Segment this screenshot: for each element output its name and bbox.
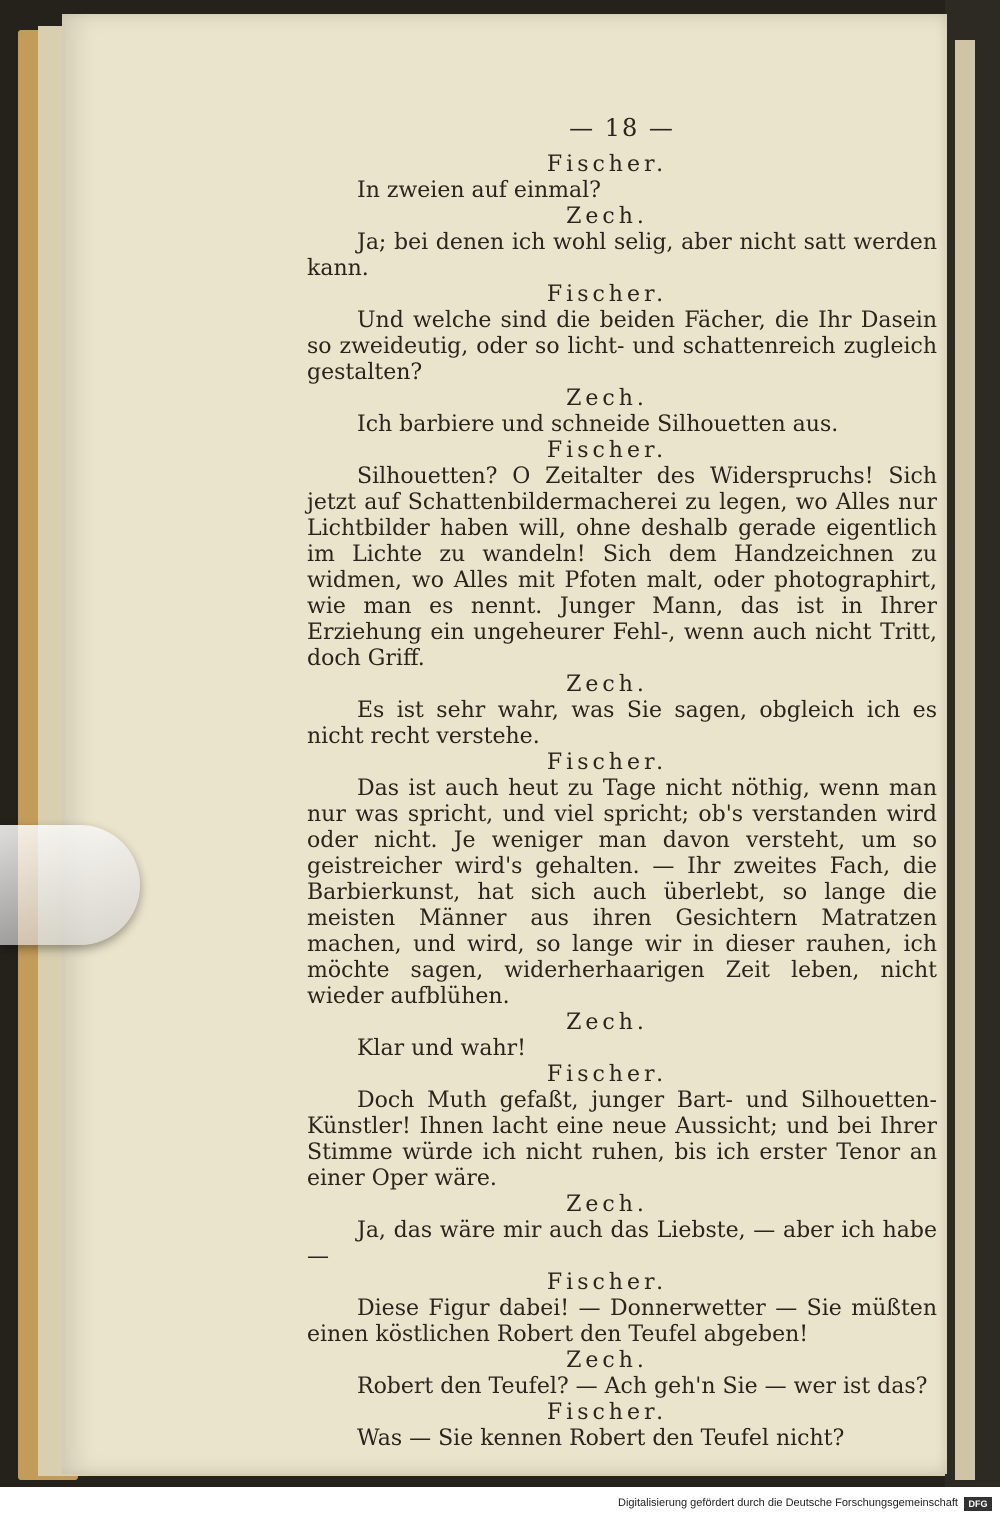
speaker-name: Fischer. (546, 438, 668, 463)
speech-text: Diese Figur dabei! — Donnerwetter — Sie müßten einen köstlichen Robert den Teufel abgeben! (307, 1296, 937, 1347)
speaker-name: Fischer. (546, 1062, 668, 1087)
bookmark-tab (0, 825, 140, 945)
speech-text: Doch Muth gefaßt, junger Bart- und Silhouetten-Künstler! Ihnen lacht eine neue Aussicht; und bei Ihrer Stimme würde ich nicht ruhen, bis ich erster Tenor an einer Oper wäre. (307, 1088, 937, 1191)
speech-text: Und welche sind die beiden Fächer, die Ihr Dasein so zweideutig, oder so licht- und schattenreich zugleich gestalten? (307, 308, 937, 385)
speaker-name: Fischer. (546, 1270, 668, 1295)
speaker-name: Zech. (566, 386, 648, 411)
speech-text: Ich barbiere und schneide Silhouetten aus. (357, 412, 839, 437)
speech-text: Was — Sie kennen Robert den Teufel nicht? (357, 1426, 845, 1451)
page-number: — 18 — (569, 114, 675, 142)
speech-text: In zweien auf einmal? (357, 178, 601, 203)
speech-text: Es ist sehr wahr, was Sie sagen, obgleich ich es nicht recht verstehe. (307, 698, 937, 749)
speech-text: Das ist auch heut zu Tage nicht nöthig, wenn man nur was spricht, und viel spricht; ob's verstanden wird oder nicht. Je weniger man davon versteht, um so geistreicher wird's gehalten. — Ihr zweites Fach, die Barbierkunst, hat sich auch überlebt, so lange die meisten Männer aus ihren Gesichtern Matratzen machen, und wird, so lange wir in dieser rauhen, ich möchte sagen, widerherhaarigen Zeit leben, nicht wieder aufblühen. (307, 776, 937, 1009)
speaker-name: Zech. (566, 204, 648, 229)
footer-bar (0, 1487, 1000, 1517)
dfg-credit: Digitalisierung gefördert durch die Deutsche Forschungsgemeinschaft (618, 1497, 958, 1509)
speech-text: Silhouetten? O Zeitalter des Widerspruchs! Sich jetzt auf Schattenbildermacherei zu legen, wo Alles nur Lichtbilder haben will, ohne deshalb gerade eigentlich im Lichte zu wandeln! Sich dem Handzeichnen zu widmen, wo Alles mit Pfoten malt, oder photographirt, wie man es nennt. Junger Mann, das ist in Ihrer Erziehung ein ungeheurer Fehl-, wenn auch nicht Tritt, doch Griff. (307, 464, 937, 671)
speaker-name: Fischer. (546, 750, 668, 775)
dialogue (307, 152, 937, 1452)
book-page (62, 14, 947, 1474)
speaker-name: Fischer. (546, 1400, 668, 1425)
speaker-name: Zech. (566, 1010, 648, 1035)
speaker-name: Zech. (566, 672, 648, 697)
right-sheet (955, 40, 975, 1480)
dfg-logo: DFG (964, 1497, 992, 1511)
speaker-name: Fischer. (546, 152, 668, 177)
page-text (307, 114, 937, 1452)
speaker-name: Zech. (566, 1192, 648, 1217)
speech-text: Klar und wahr! (357, 1036, 526, 1061)
speech-text: Ja, das wäre mir auch das Liebste, — aber ich habe— (307, 1218, 937, 1269)
speaker-name: Fischer. (546, 282, 668, 307)
speech-text: Robert den Teufel? — Ach geh'n Sie — wer ist das? (357, 1374, 928, 1399)
speech-text: Ja; bei denen ich wohl selig, aber nicht satt werden kann. (307, 230, 937, 281)
speaker-name: Zech. (566, 1348, 648, 1373)
